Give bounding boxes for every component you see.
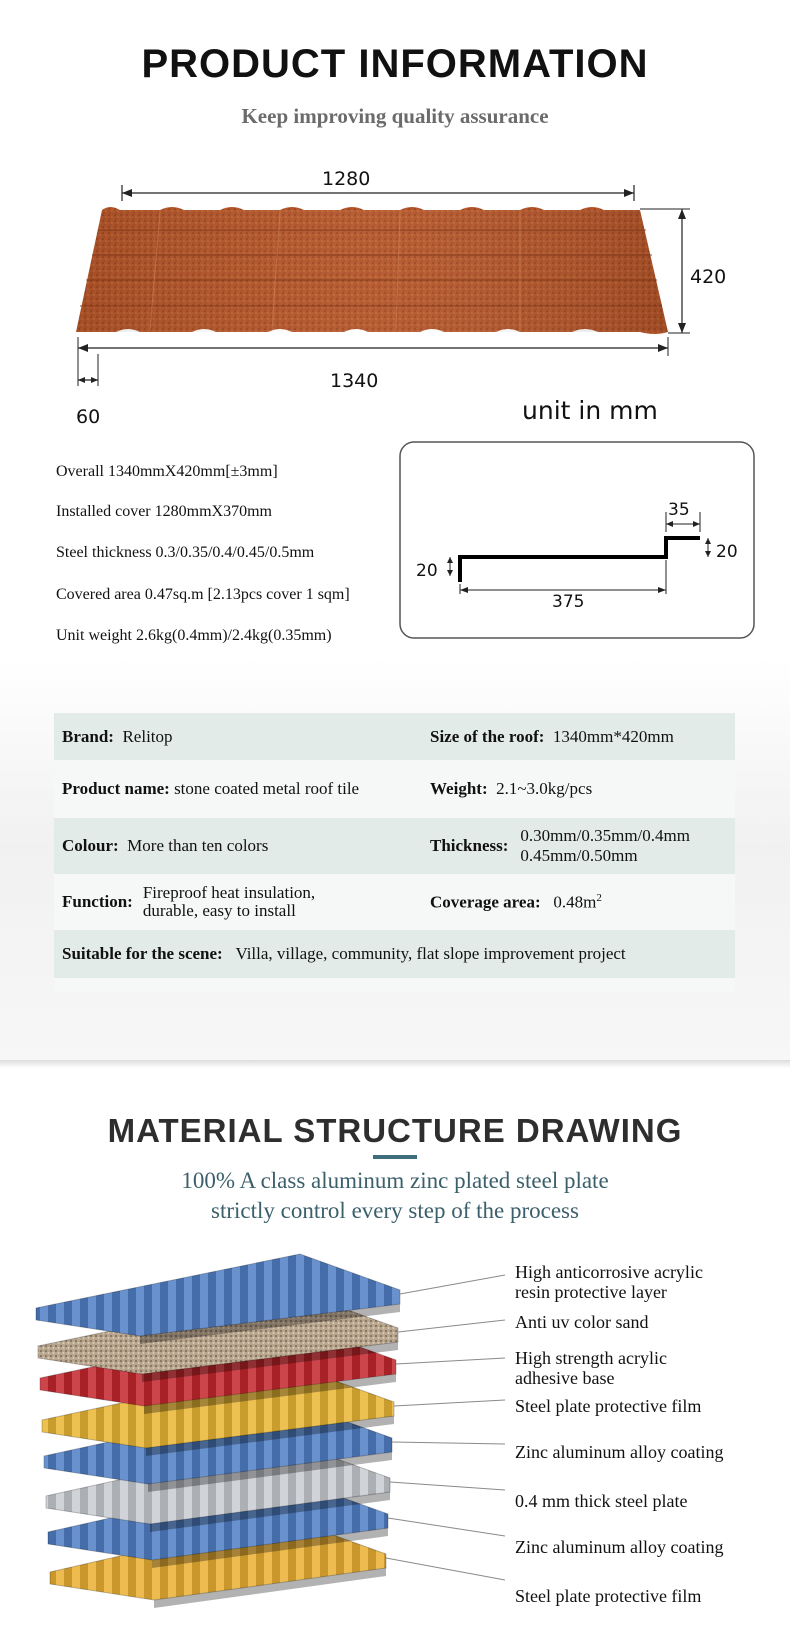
leader-line [400,1275,505,1294]
product-name-label: Product name: [62,779,170,798]
leader-line [398,1320,505,1332]
page-title: PRODUCT INFORMATION [141,42,649,86]
layer-label-3a: High strength acrylic [515,1348,667,1368]
size-value: 1340mm*420mm [552,726,674,746]
material-line-2: strictly control every step of the process [211,1198,579,1223]
weight-value: 2.1~3.0kg/pcs [496,779,593,798]
coverage-sup: 2 [596,891,602,904]
step-width-label: 35 [668,500,690,520]
tile-dimension-drawing [0,160,790,430]
colour-label: Colour: [62,836,119,855]
span-label: 375 [552,592,585,612]
page-subtitle: Keep improving quality assurance [241,104,549,128]
coverage-label: Coverage area: [430,892,541,912]
table-row [54,874,735,930]
scene-value: Villa, village, community, flat slope improvement project [235,944,626,963]
height-label: 420 [690,266,727,288]
function-label: Function: [62,892,133,911]
function-value-2: durable, easy to install [142,901,296,920]
layer-label-7: Zinc aluminum alloy coating [515,1537,724,1557]
function-value-1: Fireproof heat insulation, [142,883,316,902]
layer-label-2: Anti uv color sand [515,1312,649,1332]
spec-unit-weight: Unit weight 2.6kg(0.4mm)/2.4kg(0.35mm) [56,627,332,644]
coverage-value: 0.48m [553,892,597,912]
spec-installed-cover: Installed cover 1280mmX370mm [56,503,272,520]
leader-line [386,1558,505,1580]
leader-line [396,1358,505,1364]
leader-line [394,1400,505,1406]
product-name-value: stone coated metal roof tile [174,779,360,798]
brand-value: Relitop [122,726,173,746]
layer-label-5: Zinc aluminum alloy coating [515,1442,724,1462]
title-underline [373,1155,417,1159]
material-line-1: 100% A class aluminum zinc plated steel plate [181,1168,609,1193]
leader-line [388,1518,505,1536]
weight-label: Weight: [430,779,488,798]
step-right-label: 20 [716,542,738,562]
table-row [54,713,735,760]
table-row [54,760,735,818]
section-divider [0,1060,790,1068]
thickness-label: Thickness: [430,836,509,855]
step-left-label: 20 [416,561,438,581]
table-row [54,818,735,874]
brand-label: Brand: [62,726,114,746]
material-title: MATERIAL STRUCTURE DRAWING [107,1112,683,1149]
lap-label: 60 [76,406,101,428]
thickness-value-1: 0.30mm/0.35mm/0.4mm [520,826,690,845]
spec-steel-thickness: Steel thickness 0.3/0.35/0.4/0.45/0.5mm [56,544,315,561]
leader-line [392,1442,505,1444]
unit-note: unit in mm [522,396,658,425]
product-info-table [54,713,735,992]
table-row [54,930,735,978]
layer-label-1a: High anticorrosive acrylic [515,1262,703,1282]
colour-value: More than ten colors [127,836,269,855]
table-row [54,978,735,992]
layer-label-8: Steel plate protective film [515,1586,702,1606]
leader-line [390,1482,505,1490]
layer-label-1b: resin protective layer [515,1282,667,1302]
bottom-width-label: 1340 [330,370,379,392]
top-width-label: 1280 [322,168,371,190]
layer-label-3b: adhesive base [515,1368,615,1388]
thickness-value-2: 0.45mm/0.50mm [520,846,638,865]
material-layers-drawing [0,1240,510,1652]
layer-label-6: 0.4 mm thick steel plate [515,1491,688,1511]
size-label: Size of the roof: [430,726,545,746]
layer-label-4: Steel plate protective film [515,1396,702,1416]
spec-covered-area: Covered area 0.47sq.m [2.13pcs cover 1 sqm] [56,586,350,603]
spec-overall: Overall 1340mmX420mm[±3mm] [56,463,278,480]
scene-label: Suitable for the scene: [62,944,223,963]
